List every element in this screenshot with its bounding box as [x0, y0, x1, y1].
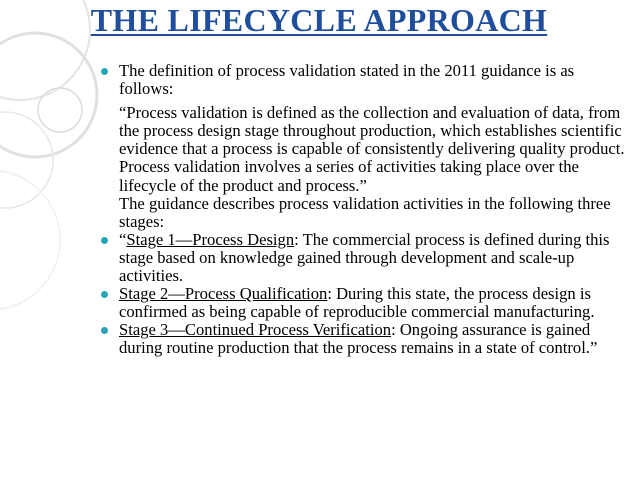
stage-2-term: Stage 2—Process Qualification	[119, 284, 328, 304]
slide-body	[100, 62, 630, 358]
stage-1-prefix: “	[119, 229, 127, 249]
bullet-icon	[101, 291, 108, 298]
quote-paragraph	[100, 104, 630, 194]
stage-1-term: Stage 1—Process Design	[126, 229, 295, 249]
bullet-stage-2	[100, 285, 630, 321]
bullet-intro	[100, 62, 630, 98]
stage-3-text: : Ongoing assurance is gained during routine production that the process remains in a state of control.”	[119, 320, 598, 358]
bullet-icon	[101, 327, 108, 334]
bullet-stage-3	[100, 321, 630, 357]
stage-1-text: : The commercial process is defined during this stage based on knowledge gained through development and scale-up activities.	[119, 229, 610, 286]
guidance-text: The guidance describes process validation activities in the following three stages:	[119, 193, 611, 231]
bullet-stage-1	[100, 231, 630, 285]
slide-title: THE LIFECYCLE APPROACH	[90, 2, 548, 38]
intro-text: The definition of process validation stated in the 2011 guidance is as follows:	[119, 61, 575, 99]
bullet-icon	[101, 237, 108, 244]
stage-3-term: Stage 3—Continued Process Verification	[119, 320, 392, 340]
bullet-icon	[101, 68, 108, 75]
quote-text: “Process validation is defined as the collection and evaluation of data, from the process design stage throughout production, which establishes scientific evidence that a process is capable of consistently delivering quality product. Process validation involves a series of activities taking place over the lifecycle of the product and process.”	[119, 103, 625, 195]
guidance-paragraph	[100, 195, 630, 231]
stage-2-text: : During this state, the process design is confirmed as being capable of reproducible commercial manufacturing.	[119, 284, 595, 322]
